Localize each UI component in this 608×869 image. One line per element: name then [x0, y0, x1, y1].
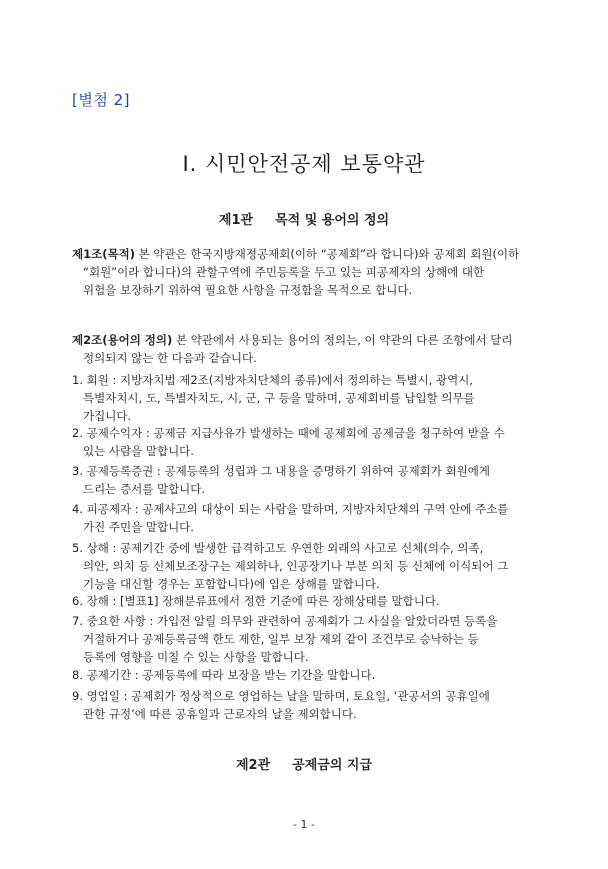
definition-line: 드리는 증서를 말합니다. — [83, 482, 206, 496]
article-1-label: 제1조(목적) — [72, 247, 135, 261]
chapter-1-heading — [0, 209, 608, 228]
definition-line: 4. 피공제자 : 공제사고의 대상이 되는 사람을 말하며, 지방자치단체의 구역 안에 주소를 — [72, 502, 509, 516]
definition-item-4 — [72, 500, 542, 536]
definition-line: 3. 공제등록증권 : 공제등록의 성립과 그 내용을 증명하기 위하여 공제회가 회원에게 — [72, 464, 490, 478]
article-2-label: 제2조(용어의 정의) — [72, 333, 173, 347]
chapter-1-name: 목적 및 용어의 정의 — [275, 213, 390, 228]
definition-line: 가진 주민을 말합니다. — [83, 520, 194, 534]
definition-line: 6. 장해 : [별표1] 장해분류표에서 정한 기준에 따른 장해상태를 말합니다. — [72, 594, 440, 608]
definition-item-5 — [72, 539, 542, 593]
definition-line: 8. 공제기간 : 공제등록에 따라 보장을 받는 기간을 말합니다. — [72, 668, 376, 682]
definition-item-9 — [72, 687, 542, 723]
article-1 — [72, 245, 542, 299]
definition-item-1 — [72, 371, 542, 425]
article-2-line: 본 약관에서 사용되는 용어의 정의는, 이 약관의 다른 조항에서 달리 — [175, 333, 513, 347]
article-1-line: “회원”이라 합니다)의 관할구역에 주민등록을 두고 있는 피공제자의 상해에 대한 — [83, 265, 485, 279]
definition-line: 등록에 영향을 미칠 수 있는 사항을 말합니다. — [83, 650, 309, 664]
definition-line: 9. 영업일 : 공제회가 정상적으로 영업하는 날을 말하며, 토요일, ‘관공서의 공휴일에 — [72, 689, 490, 703]
definition-item-8 — [72, 666, 542, 684]
definition-line: 관한 규정’에 따른 공휴일과 근로자의 날을 제외합니다. — [83, 707, 357, 721]
definition-line: 가집니다. — [83, 409, 132, 423]
definition-item-3 — [72, 462, 542, 498]
definition-line: 의안, 의치 등 신체보조장구는 제외하나, 인공장기나 부분 의치 등 신체에 이식되어 그 — [83, 559, 509, 573]
definition-line: 거절하거나 공제등록금액 한도 제한, 일부 보장 제외 같이 조건부로 승낙하는 등 — [83, 632, 479, 646]
definition-item-6 — [72, 592, 542, 610]
definition-line: 있는 사람을 말합니다. — [83, 444, 194, 458]
definition-line: 특별자치시, 도, 특별자치도, 시, 군, 구 등을 말하며, 공제회비를 납입할 의무를 — [83, 391, 475, 405]
chapter-2-heading — [0, 754, 608, 773]
definition-line: 1. 회원 : 지방자치법 제2조(지방자치단체의 종류)에서 정의하는 특별시, 광역시, — [72, 373, 473, 387]
article-1-line: 본 약관은 한국지방재정공제회(이하 “공제회”라 합니다)와 공제회 회원(이하 — [138, 247, 520, 261]
definition-item-7 — [72, 612, 542, 666]
article-2-line: 정의되지 않는 한 다음과 같습니다. — [83, 351, 257, 365]
annex-label: [별첨 2] — [72, 91, 130, 109]
article-1-line: 위험을 보장하기 위하여 필요한 사항을 규정함을 목적으로 합니다. — [83, 283, 413, 297]
document-title: Ⅰ. 시민안전공제 보통약관 — [182, 152, 426, 176]
definition-line: 기능을 대신할 경우는 포함합니다)에 입은 상해를 말합니다. — [83, 577, 380, 591]
definition-line: 2. 공제수익자 : 공제금 지급사유가 발생하는 때에 공제회에 공제금을 청구하여 받을 수 — [72, 426, 505, 440]
definition-line: 7. 중요한 사항 : 가입전 알릴 의무와 관련하여 공제회가 그 사실을 알았더라면 등록을 — [72, 614, 498, 628]
article-2 — [72, 331, 542, 367]
chapter-2-name: 공제금의 지급 — [292, 758, 373, 773]
definition-line: 5. 상해 : 공제기간 중에 발생한 급격하고도 우연한 외래의 사고로 신체(의수, 의족, — [72, 541, 484, 555]
chapter-2-number: 제2관 — [235, 758, 271, 773]
definition-item-2 — [72, 424, 542, 460]
page-number: - 1 - — [293, 818, 315, 831]
chapter-1-number: 제1관 — [218, 213, 254, 228]
